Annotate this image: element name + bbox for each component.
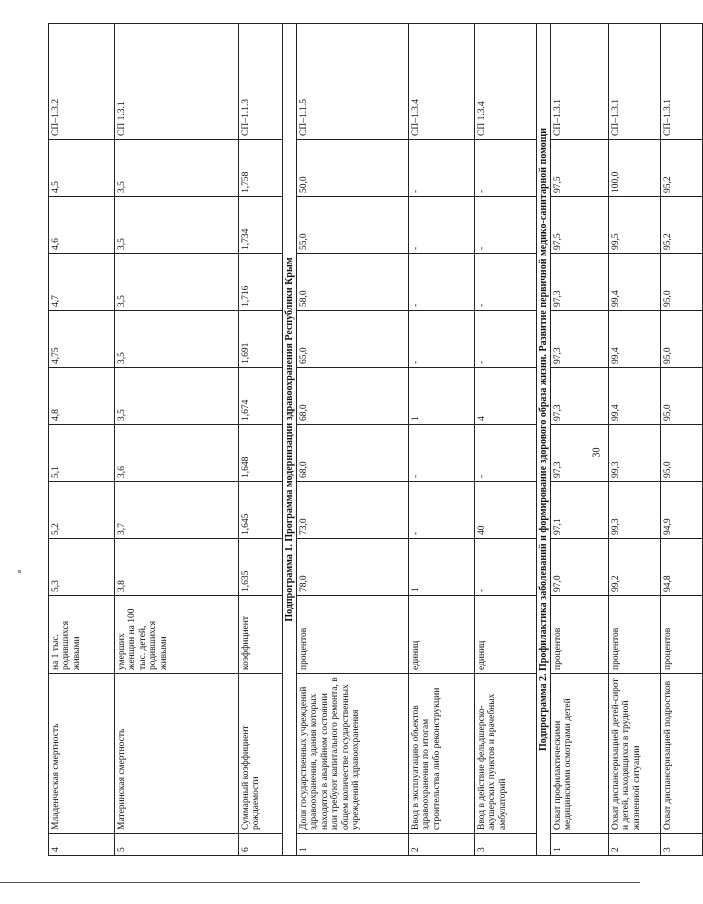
source-code: СП–1.3.1 (661, 24, 703, 140)
indicator-name: Ввод в эксплуатацию объектов здравоохранения по итогам строительства либо реконструкции (409, 674, 475, 834)
row-number: 3 (661, 834, 703, 856)
rotated-table-page (48, 24, 673, 856)
row-number: 2 (609, 834, 661, 856)
value-cell: 65,0 (297, 311, 409, 368)
value-cell: 4,5 (49, 140, 115, 197)
section-row (283, 24, 297, 856)
value-cell: 99,2 (609, 539, 661, 596)
value-cell: 97,5 (551, 140, 609, 197)
row-number: 2 (409, 834, 475, 856)
subprogram-2-title: Подпрограмма 2. Профилактика заболеваний и формирование здорового образа жизни. Развитие первичной медико-санитарной помощи (537, 24, 551, 856)
table-row (661, 24, 703, 856)
value-cell: 1,691 (239, 311, 283, 368)
subprogram-1-title: Подпрограмма 1. Программа модернизации здравоохранения Республики Крым (283, 24, 297, 856)
indicator-name: Ввод в действие фельдшерско-акушерских пунктов и врачебных амбулаторий (475, 674, 537, 834)
value-cell: 5,2 (49, 482, 115, 539)
table-row (297, 24, 409, 856)
value-cell: - (409, 254, 475, 311)
table-row (551, 24, 609, 856)
value-cell: 3,5 (115, 368, 239, 425)
value-cell: 97,3 (551, 425, 609, 482)
value-cell: 73,0 (297, 482, 409, 539)
value-cell: 95,0 (661, 254, 703, 311)
value-cell: 95,2 (661, 197, 703, 254)
value-cell: 97,1 (551, 482, 609, 539)
source-code: СП 1.3.1 (115, 24, 239, 140)
value-cell: 100,0 (609, 140, 661, 197)
value-cell: 1 (409, 368, 475, 425)
value-cell: 95,0 (661, 368, 703, 425)
value-cell: 1,674 (239, 368, 283, 425)
value-cell: 68,0 (297, 368, 409, 425)
source-code: СП–1.1.5 (297, 24, 409, 140)
row-number: 4 (49, 834, 115, 856)
table-body-sub2-rows (551, 24, 703, 856)
unit: единиц (475, 596, 537, 674)
value-cell: 4,6 (49, 197, 115, 254)
row-number: 6 (239, 834, 283, 856)
value-cell: 55,0 (297, 197, 409, 254)
row-number: 5 (115, 834, 239, 856)
unit: процентов (609, 596, 661, 674)
value-cell: - (409, 197, 475, 254)
source-code: СП–1.1.3 (239, 24, 283, 140)
value-cell: 95,0 (661, 311, 703, 368)
value-cell: 68,0 (297, 425, 409, 482)
value-cell: 94,8 (661, 539, 703, 596)
value-cell: - (475, 311, 537, 368)
row-number: 1 (551, 834, 609, 856)
value-cell: - (409, 425, 475, 482)
indicators-table (48, 23, 703, 856)
value-cell: 40 (475, 482, 537, 539)
indicator-name: Суммарный коэффициент рождаемости (239, 674, 283, 834)
table-body-top (49, 24, 283, 856)
indicator-name: Охват профилактическими медицинскими осмотрами детей (551, 674, 609, 834)
unit: на 1 тыс. родившихся живыми (49, 596, 115, 674)
value-cell: 97,0 (551, 539, 609, 596)
value-cell: 99,5 (609, 197, 661, 254)
indicator-name: Охват диспансеризацией детей-сирот и детей, находящихся в трудной жизненной ситуации (609, 674, 661, 834)
table-row (49, 24, 115, 856)
value-cell: 99,3 (609, 425, 661, 482)
value-cell: 3,5 (115, 311, 239, 368)
value-cell: 3,5 (115, 254, 239, 311)
value-cell: 3,5 (115, 140, 239, 197)
unit: процентов (551, 596, 609, 674)
value-cell: 1,734 (239, 197, 283, 254)
value-cell: - (475, 425, 537, 482)
value-cell: 94,9 (661, 482, 703, 539)
unit: единиц (409, 596, 475, 674)
source-code: СП 1.3.4 (475, 24, 537, 140)
scan-speck (18, 570, 21, 573)
value-cell: - (409, 140, 475, 197)
source-code: СП–1.3.4 (409, 24, 475, 140)
value-cell: 99,4 (609, 311, 661, 368)
value-cell: 4 (475, 368, 537, 425)
table-body-sub1 (283, 24, 297, 856)
value-cell: 1,645 (239, 482, 283, 539)
value-cell: 3,5 (115, 197, 239, 254)
table-body-sub1-rows (297, 24, 537, 856)
indicator-name: Младенческая смертность (49, 674, 115, 834)
table-body-sub2 (537, 24, 551, 856)
row-number: 1 (297, 834, 409, 856)
value-cell: 3,7 (115, 482, 239, 539)
table-row (609, 24, 661, 856)
value-cell: 4,7 (49, 254, 115, 311)
value-cell: 78,0 (297, 539, 409, 596)
value-cell: - (475, 254, 537, 311)
value-cell: 95,2 (661, 140, 703, 197)
value-cell: 5,1 (49, 425, 115, 482)
value-cell: 99,4 (609, 254, 661, 311)
value-cell: 1,635 (239, 539, 283, 596)
indicator-name: Материнская смертность (115, 674, 239, 834)
value-cell: 3,8 (115, 539, 239, 596)
value-cell: 58,0 (297, 254, 409, 311)
source-code: СП–1.3.2 (49, 24, 115, 140)
value-cell: 97,3 (551, 311, 609, 368)
page-number: 30 (591, 447, 603, 458)
row-number: 3 (475, 834, 537, 856)
unit: коэффициент (239, 596, 283, 674)
unit: процентов (661, 596, 703, 674)
value-cell: 95,0 (661, 425, 703, 482)
source-code: СП–1.3.1 (609, 24, 661, 140)
value-cell: 4,75 (49, 311, 115, 368)
value-cell: 97,5 (551, 197, 609, 254)
value-cell: 99,3 (609, 482, 661, 539)
value-cell: 1,648 (239, 425, 283, 482)
section-row (537, 24, 551, 856)
value-cell: - (409, 311, 475, 368)
indicator-name: Доля государственных учреждений здравоохранения, здания которых находятся в аварийном состоянии или требуют капитального ремонта, в общем количестве государственных учреждений здравоохранения (297, 674, 409, 834)
unit: процентов (297, 596, 409, 674)
page-bottom-rule (0, 882, 640, 883)
source-code: СП–1.3.1 (551, 24, 609, 140)
value-cell: 1,716 (239, 254, 283, 311)
value-cell: - (475, 539, 537, 596)
value-cell: 97,3 (551, 368, 609, 425)
value-cell: 1,758 (239, 140, 283, 197)
value-cell: 3,6 (115, 425, 239, 482)
value-cell: - (475, 197, 537, 254)
value-cell: 1 (409, 539, 475, 596)
table-row (239, 24, 283, 856)
table-row (475, 24, 537, 856)
value-cell: 4,8 (49, 368, 115, 425)
table-row (409, 24, 475, 856)
value-cell: - (475, 140, 537, 197)
table-row (115, 24, 239, 856)
indicator-name: Охват диспансеризацией подростков (661, 674, 703, 834)
value-cell: 50,0 (297, 140, 409, 197)
value-cell: 5,3 (49, 539, 115, 596)
value-cell: 99,4 (609, 368, 661, 425)
unit: умерших женщин на 100 тыс. детей, родившихся живыми (115, 596, 239, 674)
value-cell: 97,3 (551, 254, 609, 311)
value-cell: - (409, 482, 475, 539)
